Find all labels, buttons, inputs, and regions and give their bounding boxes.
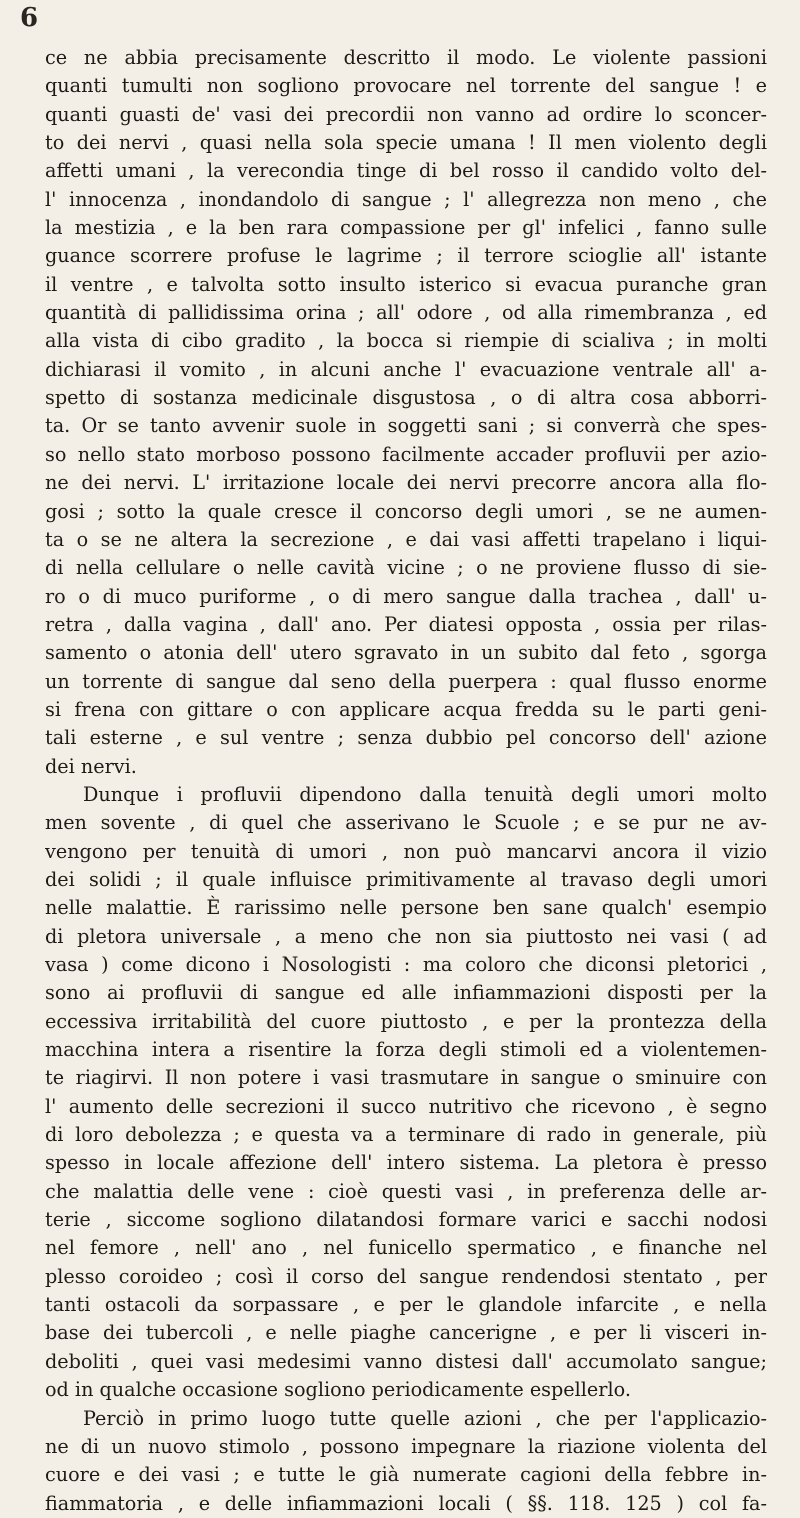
text-line: macchina intera a risentire la forza degli stimoli ed a violentemen- <box>45 1038 767 1062</box>
text-line: quantità di pallidissima orina ; all' odore , od alla rimembranza , ed <box>45 301 767 325</box>
text-line: od in qualche occasione sogliono periodicamente espellerlo. <box>45 1378 631 1402</box>
text-line: so nello stato morboso possono facilmente accader profluvii per azio- <box>45 442 767 466</box>
text-line: guance scorrere profuse le lagrime ; il terrore scioglie all' istante <box>45 244 767 268</box>
text-line: eccessiva irritabilità del cuore piuttosto , e per la prontezza della <box>45 1009 767 1033</box>
text-line: ne dei nervi. L' irritazione locale dei nervi precorre ancora alla flo- <box>45 471 767 495</box>
text-line: si frena con gittare o con applicare acqua fredda su le parti geni- <box>45 697 767 721</box>
text-line: deboliti , quei vasi medesimi vanno distesi dall' accumolato sangue; <box>45 1349 767 1373</box>
text-line: gosi ; sotto la quale cresce il concorso degli umori , se ne aumen- <box>45 499 767 523</box>
text-line: vasa ) come dicono i Nosologisti : ma coloro che diconsi pletorici , <box>45 953 767 976</box>
text-line: te riagirvi. Il non potere i vasi trasmutare in sangue o sminuire con <box>45 1066 767 1090</box>
text-line: affetti umani , la verecondia tinge di bel rosso il candido volto del- <box>45 159 767 183</box>
text-line: terie , siccome sogliono dilatandosi formare varici e sacchi nodosi <box>45 1208 767 1232</box>
text-line: di pletora universale , a meno che non sia piuttosto nei vasi ( ad <box>45 924 767 948</box>
text-line: di loro debolezza ; e questa va a terminare di rado in generale, più <box>45 1123 767 1147</box>
text-line: dei nervi. <box>45 754 137 778</box>
text-line: base dei tubercoli , e nelle piaghe cancerigne , e per li visceri in- <box>45 1321 767 1345</box>
text-line: cuore e dei vasi ; e tutte le già numerate cagioni della febbre in- <box>45 1463 767 1487</box>
text-line: che malattia delle vene : cioè questi vasi , in preferenza delle ar- <box>45 1179 767 1203</box>
text-line: l' aumento delle secrezioni il succo nutritivo che ricevono , è segno <box>45 1094 767 1118</box>
text-line: il ventre , e talvolta sotto insulto isterico si evacua puranche gran <box>45 272 767 296</box>
text-line: men sovente , di quel che asserivano le Scuole ; e se pur ne av- <box>45 811 767 835</box>
text-line: vengono per tenuità di umori , non può mancarvi ancora il vizio <box>45 839 767 863</box>
text-line: dichiarasi il vomito , in alcuni anche l' evacuazione ventrale all' a- <box>45 357 767 381</box>
text-line: dei solidi ; il quale influisce primitivamente al travaso degli umori <box>45 867 767 891</box>
text-line: Dunque i profluvii dipendono dalla tenuità degli umori molto <box>83 782 767 806</box>
text-line: Perciò in primo luogo tutte quelle azioni , che per l'applicazio- <box>83 1406 767 1430</box>
text-line: alla vista di cibo gradito , la bocca si riempie di scialiva ; in molti <box>45 329 767 353</box>
text-line: plesso coroideo ; così il corso del sangue rendendosi stentato , per <box>45 1264 767 1288</box>
text-line: to dei nervi , quasi nella sola specie umana ! Il men violento degli <box>45 131 767 155</box>
text-line: quanti guasti de' vasi dei precordii non vanno ad ordire lo sconcer- <box>45 102 767 126</box>
text-line: ro o di muco puriforme , o di mero sangue dalla trachea , dall' u- <box>45 584 767 608</box>
text-line: quanti tumulti non sogliono provocare nel torrente del sangue ! e <box>45 74 767 98</box>
text-line: un torrente di sangue dal seno della puerpera : qual flusso enorme <box>45 669 767 693</box>
body-text <box>45 44 767 1518</box>
text-line: ne di un nuovo stimolo , possono impegnare la riazione violenta del <box>45 1434 767 1458</box>
text-line: samento o atonia dell' utero sgravato in un subito dal feto , sgorga <box>45 641 767 665</box>
text-line: fiammatoria , e delle infiammazioni locali ( §§. 118. 125 ) col fa- <box>45 1491 767 1515</box>
text-line: nel femore , nell' ano , nel funicello spermatico , e finanche nel <box>45 1236 767 1260</box>
text-line: ce ne abbia precisamente descritto il modo. Le violente passioni <box>45 46 767 69</box>
text-line: spesso in locale affezione dell' intero sistema. La pletora è presso <box>45 1151 767 1175</box>
text-line: spetto di sostanza medicinale disgustosa , o di altra cosa abborri- <box>45 386 767 410</box>
text-line: sono ai profluvii di sangue ed alle infiammazioni disposti per la <box>45 981 767 1005</box>
text-line: la mestizia , e la ben rara compassione per gl' infelici , fanno sulle <box>45 216 767 240</box>
page-number: 6 <box>20 3 39 33</box>
text-line: ta o se ne altera la secrezione , e dai vasi affetti trapelano i liqui- <box>45 527 767 551</box>
text-line: retra , dalla vagina , dall' ano. Per diatesi opposta , ossia per rilas- <box>45 612 767 636</box>
text-line: l' innocenza , inondandolo di sangue ; l' allegrezza non meno , che <box>45 187 767 211</box>
text-line: ta. Or se tanto avvenir suole in soggetti sani ; si converrà che spes- <box>45 414 767 438</box>
text-line: tanti ostacoli da sorpassare , e per le glandole infarcite , e nella <box>45 1293 767 1317</box>
text-line: nelle malattie. È rarissimo nelle persone ben sane qualch' esempio <box>45 896 767 920</box>
text-line: tali esterne , e sul ventre ; senza dubbio pel concorso dell' azione <box>45 726 767 750</box>
text-line: di nella cellulare o nelle cavità vicine ; o ne proviene flusso di sie- <box>45 556 767 580</box>
